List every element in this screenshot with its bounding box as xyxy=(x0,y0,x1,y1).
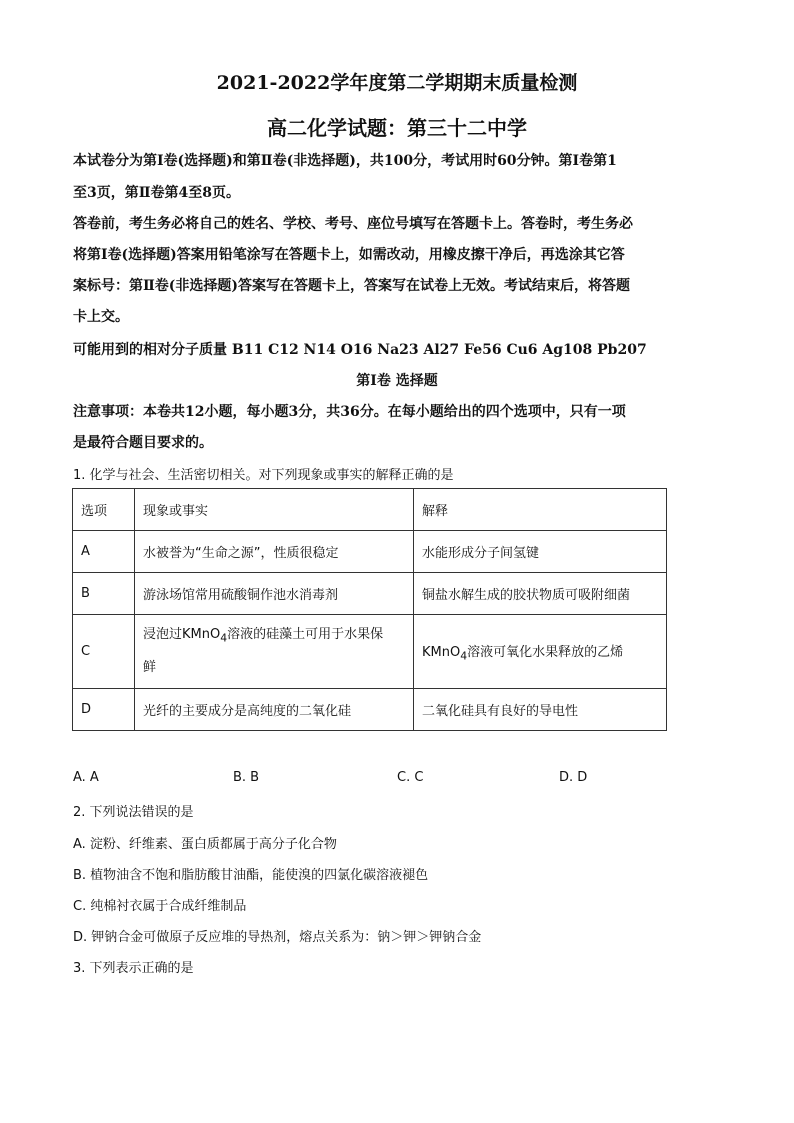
table-row xyxy=(73,689,667,731)
option-cell: A xyxy=(73,531,135,573)
fact-cell: 游泳场馆常用硫酸铜作池水消毒剂 xyxy=(135,573,414,615)
fact-text: 浸泡过KMnO xyxy=(143,626,221,642)
question-1-table xyxy=(72,488,667,731)
choice-a: A. A xyxy=(73,770,99,785)
explanation-cell: 二氧化硅具有良好的导电性 xyxy=(414,689,667,731)
table-row xyxy=(73,531,667,573)
notice-line: 注意事项：本卷共12小题，每小题3分，共36分。在每小题给出的四个选项中，只有一项 xyxy=(73,404,626,420)
option-cell: D xyxy=(73,689,135,731)
option-cell: C xyxy=(73,615,135,689)
explanation-cell xyxy=(414,615,667,689)
fact-text: 溶液的硅藻土可用于水果保 xyxy=(227,626,384,642)
intro-line: 将第Ⅰ卷(选择题)答案用铅笔涂写在答题卡上，如需改动，用橡皮擦干净后，再选涂其它答 xyxy=(73,247,625,263)
question-3-stem: 3. 下列表示正确的是 xyxy=(73,961,194,976)
question-1-stem: 1. 化学与社会、生活密切相关。对下列现象或事实的解释正确的是 xyxy=(73,468,454,483)
choice-b: B. B xyxy=(233,770,260,785)
choice-c: C. C xyxy=(397,770,424,785)
subscript: 4 xyxy=(460,649,468,663)
section-title: 第Ⅰ卷 选择题 xyxy=(356,373,438,389)
explanation-cell: 水能形成分子间氢键 xyxy=(414,531,667,573)
intro-line: 本试卷分为第Ⅰ卷(选择题)和第Ⅱ卷(非选择题)，共100分，考试用时60分钟。第Ⅰ卷第1 xyxy=(73,153,617,169)
table-row xyxy=(73,573,667,615)
table-header-cell: 现象或事实 xyxy=(135,489,414,531)
table-header-cell: 选项 xyxy=(73,489,135,531)
relative-mass-line: 可能用到的相对分子质量 B11 C12 N14 O16 Na23 Al27 Fe56 Cu6 Ag108 Pb207 xyxy=(73,342,647,358)
option-cell: B xyxy=(73,573,135,615)
explanation-text: KMnO xyxy=(422,644,461,660)
fact-cell xyxy=(135,615,414,689)
subscript: 4 xyxy=(220,631,228,645)
fact-cell: 光纤的主要成分是高纯度的二氧化硅 xyxy=(135,689,414,731)
notice-line: 是最符合题目要求的。 xyxy=(73,435,213,451)
explanation-cell: 铜盐水解生成的胶状物质可吸附细菌 xyxy=(414,573,667,615)
question-2-option-c: C. 纯棉衬衣属于合成纤维制品 xyxy=(73,899,247,914)
choice-d: D. D xyxy=(559,770,588,785)
intro-line: 答卷前，考生务必将自己的姓名、学校、考号、座位号填写在答题卡上。答卷时，考生务必 xyxy=(73,216,633,232)
fact-cell: 水被誉为“生命之源”，性质很稳定 xyxy=(135,531,414,573)
table-header-row xyxy=(73,489,667,531)
intro-line: 至3页，第Ⅱ卷第4至8页。 xyxy=(73,185,241,201)
explanation-text: 溶液可氧化水果释放的乙烯 xyxy=(467,644,624,660)
question-2-option-a: A. 淀粉、纤维素、蛋白质都属于高分子化合物 xyxy=(73,837,337,852)
question-2-option-d: D. 钾钠合金可做原子反应堆的导热剂，熔点关系为：钠＞钾＞钾钠合金 xyxy=(73,930,482,945)
exam-subtitle: 高二化学试题：第三十二中学 xyxy=(267,116,527,140)
table-header-cell: 解释 xyxy=(414,489,667,531)
intro-line: 卡上交。 xyxy=(73,309,129,325)
intro-line: 案标号：第Ⅱ卷(非选择题)答案写在答题卡上，答案写在试卷上无效。考试结束后，将答题 xyxy=(73,278,631,294)
question-2-stem: 2. 下列说法错误的是 xyxy=(73,805,194,820)
question-2-option-b: B. 植物油含不饱和脂肪酸甘油酯，能使溴的四氯化碳溶液褪色 xyxy=(73,868,429,883)
table-row xyxy=(73,615,667,689)
fact-text: 鲜 xyxy=(143,660,157,676)
exam-title: 2021-2022学年度第二学期期末质量检测 xyxy=(216,72,578,94)
